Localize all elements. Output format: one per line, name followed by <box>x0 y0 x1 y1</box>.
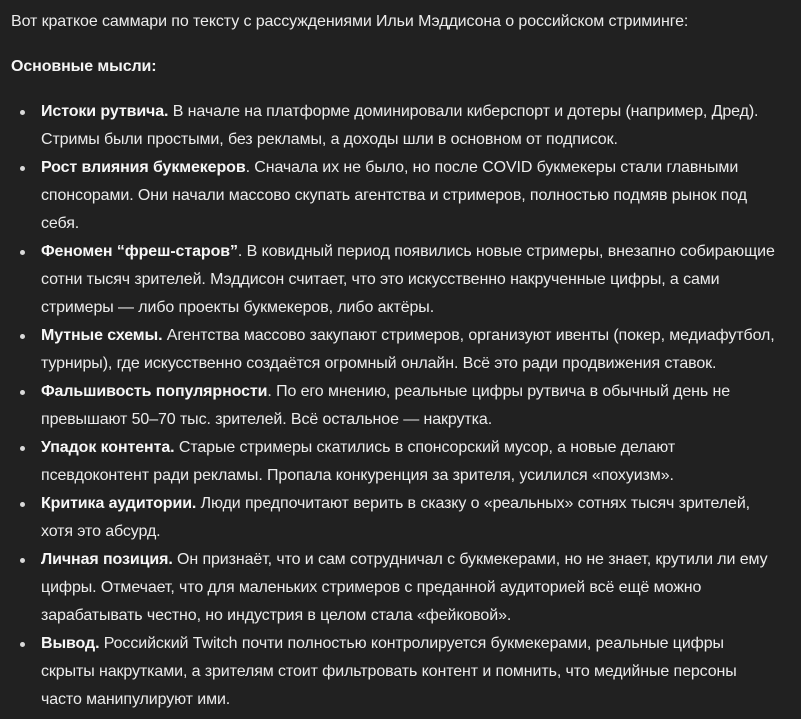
bullet-term: Феномен “фреш-старов” <box>41 243 238 260</box>
bullet-term: Рост влияния букмекеров <box>41 159 246 176</box>
bullet-text: . Сначала их не было, но после COVID букмекеры стали главными спонсорами. Они начали массово скупать агентства и стримеров, полностью подмяв рынок под себя. <box>41 159 748 232</box>
bullet-icon <box>20 166 25 171</box>
bullet-text: . В ковидный период появились новые стримеры, внезапно собирающие сотни тысяч зрителей. Мэддисон считает, что это искусственно накрученные цифры, а сами стримеры — либо проекты букмекеров, либо актёры. <box>41 243 775 316</box>
bullet-text: Российский Twitch почти полностью контролируется букмекерами, реальные цифры скрыты накрутками, а зрителям стоит фильтровать контент и помнить, что медийные персоны часто манипулируют ими. <box>41 635 737 708</box>
bullet-icon <box>20 558 25 563</box>
intro-paragraph: Вот краткое саммари по тексту с рассуждениями Ильи Мэддисона о российском стриминге: <box>11 13 689 30</box>
bullet-text: В начале на платформе доминировали киберспорт и дотеры (например, Дред). Стримы были простыми, без рекламы, а доходы шли в основном от подписок. <box>41 103 759 148</box>
list-item <box>11 490 775 546</box>
list-item <box>11 154 775 238</box>
bullet-text: . По его мнению, реальные цифры рутвича в обычный день не превышают 50–70 тыс. зрителей. Всё остальное — накрутка. <box>41 383 731 428</box>
key-points-list <box>11 98 775 714</box>
bullet-text: Старые стримеры скатились в спонсорский мусор, а новые делают псевдоконтент ради рекламы. Пропала конкуренция за зрителя, усилился «похуизм». <box>41 439 676 484</box>
list-item <box>11 238 775 322</box>
bullet-term: Личная позиция. <box>41 551 173 568</box>
bullet-icon <box>20 250 25 255</box>
bullet-icon <box>20 110 25 115</box>
bullet-term: Фальшивость популярности <box>41 383 268 400</box>
bullet-term: Упадок контента. <box>41 439 175 456</box>
list-item <box>11 378 775 434</box>
bullet-term: Критика аудитории. <box>41 495 197 512</box>
bullet-term: Вывод. <box>41 635 100 652</box>
bullet-term: Мутные схемы. <box>41 327 163 344</box>
list-item <box>11 322 775 378</box>
list-item <box>11 546 775 630</box>
list-item <box>11 434 775 490</box>
bullet-icon <box>20 502 25 507</box>
bullet-text: Он признаёт, что и сам сотрудничал с букмекерами, но не знает, крутили ли ему цифры. Отмечает, что для маленьких стримеров с преданной аудиторией всё ещё можно зарабатывать честно, но индустрия в целом стала «фейковой». <box>41 551 768 624</box>
bullet-icon <box>20 446 25 451</box>
bullet-text: Люди предпочитают верить в сказку о «реальных» сотнях тысяч зрителей, хотя это абсурд. <box>41 495 751 540</box>
bullet-text: Агентства массово закупают стримеров, организуют ивенты (покер, медиафутбол, турниры), где искусственно создаётся огромный онлайн. Всё это ради продвижения ставок. <box>41 327 775 372</box>
section-heading: Основные мысли: <box>11 58 157 75</box>
bullet-icon <box>20 334 25 339</box>
list-item <box>11 630 775 714</box>
bullet-icon <box>20 642 25 647</box>
bullet-icon <box>20 390 25 395</box>
bullet-term: Истоки рутвича. <box>41 103 169 120</box>
list-item <box>11 98 775 154</box>
